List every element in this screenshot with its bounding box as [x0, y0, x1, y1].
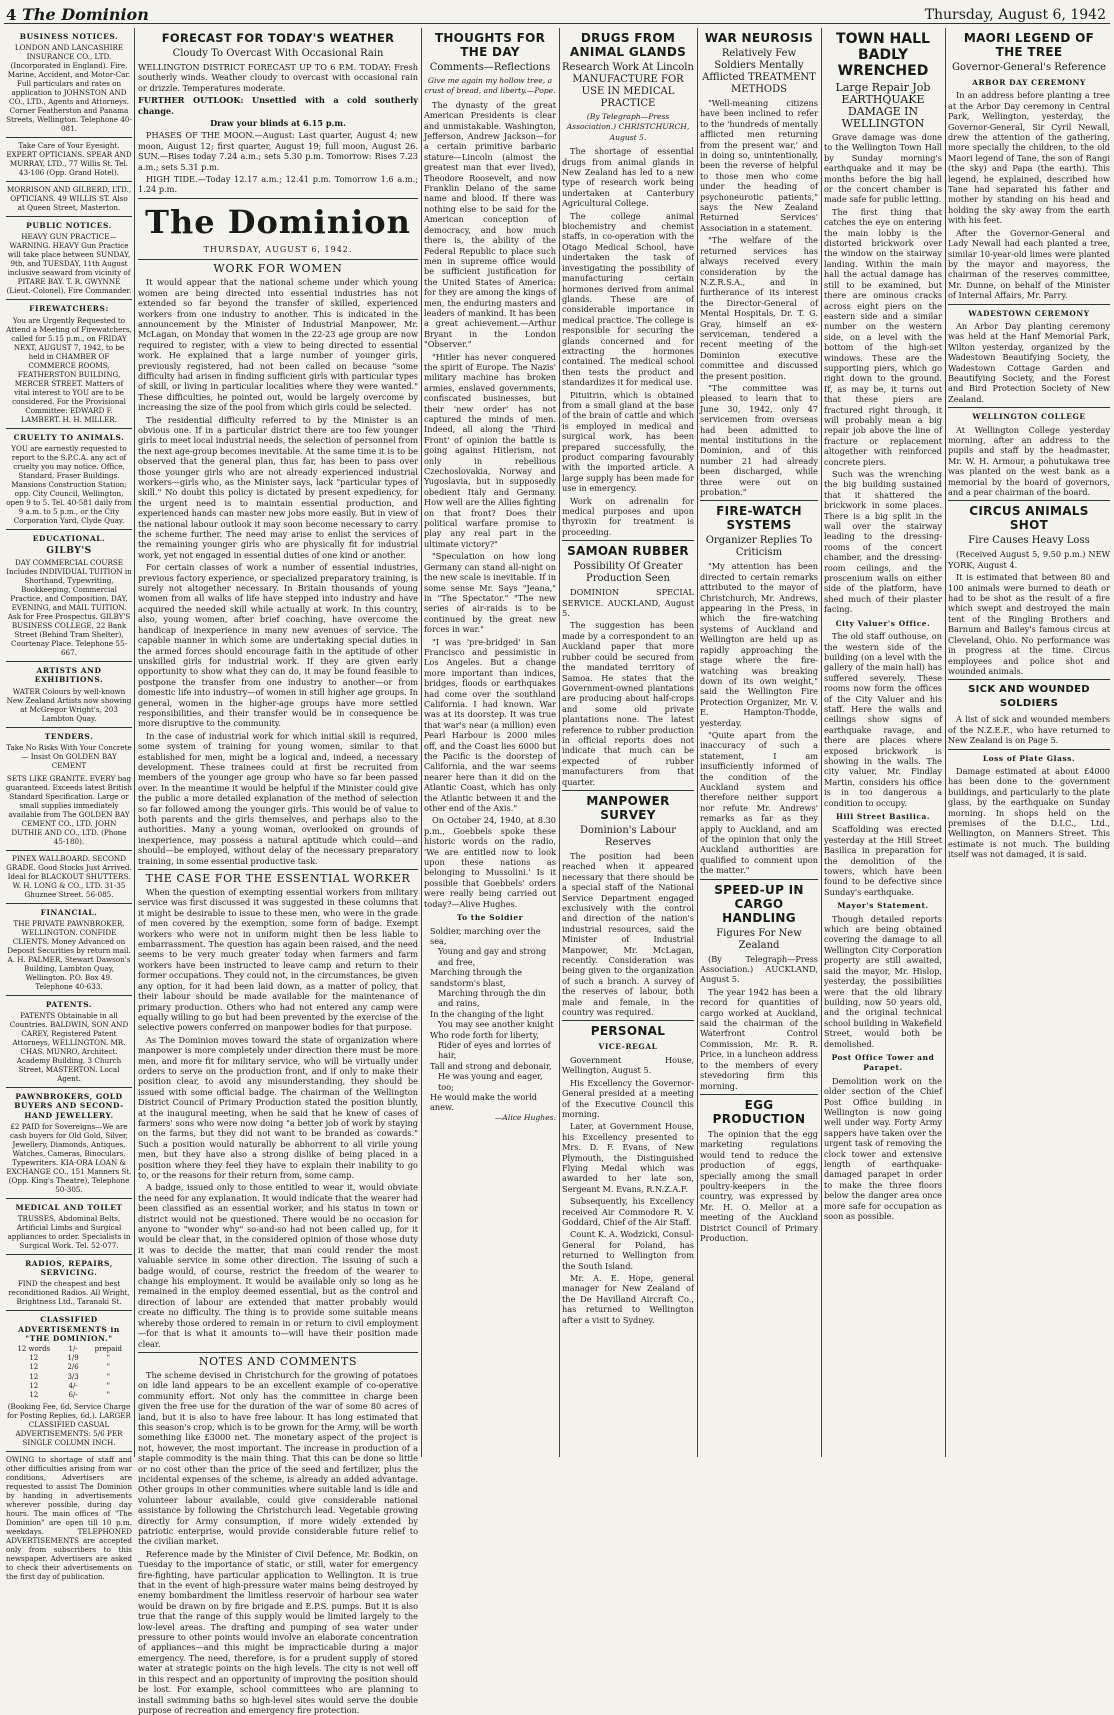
- article-subhead: Fire Causes Heavy Loss: [968, 535, 1090, 547]
- article-headline: TOWN HALL BADLY WRENCHED: [836, 31, 930, 79]
- article-subhead: Research Work At Lincoln MANUFACTURE FOR USE IN MEDICAL PRACTICE: [562, 62, 694, 109]
- ad-insurance: LONDON AND LANCASHIRE INSURANCE CO., LTD. (Incorporated in England). Fire, Marine, Accident, and Motor-Car. Full particulars and rates on application to JOHNSTON AND CO., LTD., Agents and Attorneys. Corner Featherston and Panama Streets, Wellington. Telephone 40-081.: [6, 43, 132, 134]
- paragraph: "Quite apart from the inaccuracy of such a statement, I am insufficiently informed of the condition of the Auckland system and therefore neither support nor refute Mr. Andrews' remarks as far as they apply to Auckland, and am of the opinion that only the Auckland authorities are qualified to comment upon the matter.": [700, 729, 818, 876]
- ad-medical: TRUSSES, Abdominal Belts, Artificial Limbs and Surgical appliances to order. Specialists in Surgical Work. Tel. 52-077.: [7, 1214, 131, 1251]
- masthead: [4, 6, 1110, 24]
- poem-line: Young and gay and strong and free,: [438, 946, 547, 967]
- article-subhead: Organizer Replies To Criticism: [705, 535, 813, 559]
- article-headline: PERSONAL: [590, 1024, 666, 1039]
- table-cell: ": [106, 1354, 110, 1363]
- paragraph: Grave damage was done to the Wellington Town Hall by Sunday morning's earthquake and it may be months before the big hall or the concert chamber is made safe for public letting.: [824, 132, 942, 205]
- article-body: [700, 561, 818, 875]
- paragraph: "Well-meaning citizens have been inclined to refer to the 'hundreds of mentally afflicted men returning from the present war,' and in doing so, unintentionally, been the reverse of helpful to those men who come under the heading of psychoneurotic patients," says the New Zealand Returned Services' Association in a statement.: [700, 98, 818, 233]
- paragraph: The year 1942 has been a record for quantities of cargo worked at Auckland, said the chairman of the Waterfront Control Commission, Mr. R. R. Price, in a luncheon address to the members of every stevedoring firm this morning.: [700, 986, 818, 1091]
- column-rule: [945, 28, 946, 1457]
- paragraph: Mr. A. E. Hope, general manager for New Zealand of the De Havilland Aircraft Co., has returned to Wellington after a visit to Sydney.: [562, 1273, 694, 1325]
- editorial-body: [138, 887, 418, 1349]
- paragraph: (Received August 5, 9.50 p.m.) NEW YORK, August 4.: [948, 549, 1110, 570]
- paragraph: The shortage of essential drugs from animal glands in New Zealand has led to a new type of research work being undertaken at Canterbury Agricultural College.: [562, 146, 694, 209]
- table-cell: 12: [29, 1391, 39, 1400]
- article-headline: MANPOWER SURVEY: [586, 793, 670, 822]
- table-cell: 12: [29, 1363, 39, 1372]
- paragraph: When the question of exempting essential workers from military service was first discussed it was suggested in these columns that it might be desirable to issue to these men, who were in the grade of men covered by the exemption, some form of badge. Exempt workers who were not in uniform might then be less liable to embarrassment. The question has again been raised, and the need seems to be very much greater today when farmers and farm workers have been instructed to leave camp and return to their former occupations. They could not, in the circumstances, be given any option, for it had been laid down, as a matter of policy, that their labour should be made available for the maintenance of primary production. Others who had not entered any camp were equally willing to go but had been prevented by the exercise of the selective powers conferred on manpower bodies for that purpose.: [138, 887, 418, 1033]
- paragraph: On October 24, 1940, at 8.30 p.m., Goebbels spoke these historic words on the radio, 'We are entitled now to look upon these nations as belonging to Mussolini.' Is it possible that Goebbels' orders were really being carried out today?—Alive Hughes.: [424, 815, 556, 909]
- section-subhead: ARBOR DAY CEREMONY: [972, 78, 1086, 87]
- table-cell: 1/9: [67, 1354, 79, 1363]
- paragraph: DOMINION SPECIAL SERVICE. AUCKLAND, August 5.: [562, 587, 694, 619]
- poem-line: Tall and strong and debonair,: [430, 1060, 552, 1071]
- paragraph: "Hitler has never conquered the spirit of Europe. The Nazis' military machine has broken armies, enslaved governments, confiscated businesses, but their 'new order' has not captured the minds of men. Indeed, all along the 'Third Front' of opinion the battle is going against Hitlerism, not only in rebellious Czechoslovakia, Norway and Yugoslavia, but in supposedly obedient Italy and Germany. How well are the Allies fighting on that front? Does their political warfare promise to play any real part in the ultimate victory?": [424, 351, 556, 549]
- article-body: [562, 851, 694, 1018]
- section-heading: RADIOS, REPAIRS, SERVICING.: [25, 1259, 113, 1278]
- ad-watercolours: WATER Colours by well-known New Zealand Artists now showing at McGregor Wright's, 203 Lambton Quay.: [6, 686, 132, 723]
- table-cell: 12: [29, 1354, 39, 1363]
- section-subhead: WELLINGTON COLLEGE: [972, 412, 1086, 422]
- paragraph: Government House, Wellington, August 5.: [562, 1054, 694, 1076]
- article-body: [562, 146, 694, 537]
- paragraph: Subsequently, his Excellency received Air Commodore R. V. Goddard, Chief of the Air Staff.: [562, 1196, 694, 1227]
- weather-moon: PHASES OF THE MOON.—August: Last quarter, August 4; new moon, August 12; first quarter, August 19; full moon, August 26. SUN.—Rises today 7.24 a.m.; sets 5.30 p.m. Tomorrow: Rises 7.23 a.m.; sets 5.31 p.m.: [138, 130, 418, 172]
- paragraph: The college animal biochemistry and chemist staffs, in co-operation with the Otago Medical School, have undertaken the task of investigating the possibility of manufacturing certain hormones derived from animal glands. These are of considerable importance in medical practice. The college is responsible for securing the glands concerned and for extracting the hormones contained. The medical school then tests the product and standardizes it for medical use.: [562, 210, 694, 388]
- section-subhead: City Valuer's Office.: [835, 618, 931, 628]
- weather-outlook: FURTHER OUTLOOK: Unsettled with a cold southerly change.: [138, 95, 418, 116]
- article-body: [824, 132, 942, 615]
- edition-date: THURSDAY, AUGUST 6, 1942.: [203, 244, 353, 254]
- article-headline: WAR NEUROSIS: [704, 31, 814, 45]
- section-heading: MEDICAL AND TOILET: [15, 1202, 123, 1212]
- paper-name: The Dominion: [22, 5, 149, 24]
- paragraph: His Excellency the Governor-General presided at a meeting of the Executive Council this morning.: [562, 1077, 694, 1119]
- article-body: [700, 954, 818, 1091]
- ad-cement: Take No Risks With Your Concrete— Insist On GOLDEN BAY CEMENT: [6, 742, 132, 770]
- editorial-title: WORK FOR WOMEN: [213, 262, 343, 276]
- article-body: [562, 1055, 694, 1325]
- column-editorial: [138, 28, 418, 1715]
- notice-firewatchers: You are Urgently Requested to Attend a Meeting of Firewatchers, called for 5.15 p.m., on FRIDAY NEXT, AUGUST 7, 1942, to be held in CHAMBER OF COMMERCE ROOMS, FEATHERSTON BUILDING, MERCER STREET. Matters of vital interest to YOU are to be considered. For the Provisional Committee: EDWARD F. LAMBERT. H. H. MILLER.: [6, 315, 132, 424]
- section-heading: BUSINESS NOTICES.: [19, 32, 119, 41]
- section-heading: PAWNBROKERS, GOLD BUYERS AND SECOND-HAND JEWELLERY.: [14, 1092, 124, 1120]
- article-headline: MAORI LEGEND OF THE TREE: [963, 31, 1095, 59]
- paragraph: "I was 'pre-bridged' in San Francisco and pessimistic in Los Angeles. But a change more important than indices, bridges, floods or earthquakes had come over the southland California. I had known. War was at its doorstep. It was true that war's near (a million) even Pearl Harbour is 2000 miles off, and the Coast lies 6000 but the Pacific is the doorstep of California, and the war seems nearer here than it did on the Atlantic Coast, which has only the Atlantic between it and the other end of the Axis.": [424, 636, 556, 814]
- ad-title: GILBY'S: [46, 546, 92, 557]
- poem-line: Marching through the din and rains,: [438, 987, 546, 1009]
- paragraph: A list of sick and wounded members of the N.Z.E.F., who have returned to New Zealand is on Page 5.: [948, 714, 1110, 746]
- paragraph: "The welfare of the returned services has always received every consideration by the N.Z.R.S.A., and in furtherance of its interest the Director-General of Mental Hospitals, Dr. T. G. Gray, himself an ex-serviceman, tendered a recent meeting of the Dominion executive committee and discussed the present position.: [700, 235, 818, 381]
- article-headline: THOUGHTS FOR THE DAY: [434, 31, 546, 59]
- article-subhead: Dominion's Labour Reserves: [579, 824, 677, 848]
- notice-gun-practice: HEAVY GUN PRACTICE—WARNING. HEAVY Gun Practice will take place between SUNDAY, 9th, and TUESDAY, 11th August inclusive seaward from vicinity of PITARE BAY. T. R. GWYNNE (Lieut.-Colonel), Fire Commander.: [6, 232, 132, 296]
- table-cell: ": [106, 1372, 110, 1381]
- article-body: [424, 100, 556, 909]
- paragraph: In the case of industrial work for which initial skill is required, some system of training for young women, similar to that established for men, might be a logical and, indeed, a necessary development. These trainees could at first be recruited from members of the younger age group who have so far been passed over. In the meantime it would be helpful if the Minister could give the public a more detailed explanation of the method of selection so far followed among the younger girls. This would be of value to both parents and the girls themselves, and perhaps also to the authorities. Many a young woman, overlooked on grounds of inexperience, may possess a natural aptitude which could—and should—be employed, without delay of the necessary preparatory training, in some essential productive task.: [138, 730, 418, 866]
- paragraph: Reference made by the Minister of Civil Defence, Mr. Bodkin, on Tuesday to the importance of static, or still, water for emergency fire-fighting, have particular application to Wellington. It is true that in the event of high-pressure water mains being destroyed by enemy bombardment the limitless reservoir of harbour sea water would be drawn on by fire brigade and E.P.S. pumps. But it is also true that the range of this supply would be limited largely to the low-level areas. The drafting and pumping of sea water under pressure to other points would involve an elaborate concentration of appliances—and this might be impracticable during a major emergency. The need, therefore, is for a prudent supply of stored water at strategic points on the high levels. The city is not well off in this respect and an opportunity of improving the position should be lost. For example, school committees who are planning to install swimming baths so high-level sites would serve the double purpose of recreation and emergency fire protection.: [138, 1548, 418, 1715]
- weather-blinds: Draw your blinds at 6.15 p.m.: [210, 118, 346, 129]
- column-news-2: [700, 28, 818, 1457]
- paragraph: "My attention has been directed to certain remarks attributed to the mayor of Christchurch, Mr. Andrews, appearing in the Press, in which the fire-watching systems of Auckland and Wellington are held up as rapidly approaching the stage where the fire-watching was breaking down of its own weight," said the Wellington Fire Protection Organizer, Mr. V. E. Hampton-Thodde, yesterday.: [700, 561, 818, 728]
- table-cell: 12: [29, 1381, 39, 1390]
- paragraph: Count K. A. Wodzicki, Consul-General for Poland, has returned to Wellington from the South Island.: [562, 1229, 694, 1271]
- ad-gilby: DAY COMMERCIAL COURSE Includes INDIVIDUAL TUITION in Shorthand, Typewriting, Bookkeeping, Commercial Practice, and Composition. DAY, EVENING, and MAIL TUITION. Ask for Free Prospectus. GILBY'S BUSINESS COLLEGE, 22 Bank Street (Behind Tram Shelter), Courtenay Place. Telephone 55-667.: [6, 558, 132, 658]
- poem-line: Rider of eyes and lorries of hair,: [438, 1039, 551, 1061]
- paragraph: In an address before planting a tree at the Arbor Day ceremony in Central Park, Wellington, yesterday, the Governor-General, Sir Cyril Newall, drew the attention of the gathering, more specially the children, to the old Maori legend of Tane, the son of Rangi (the sky) and Papa (the earth). This legend, he explained, described how Tane had separated his father and mother by standing on his head and holding the sky away from the earth with his feet.: [948, 90, 1110, 226]
- ad-granite: SETS LIKE GRANITE. EVERY bag guaranteed. Exceeds latest British Standard Specification. Large or small supplies immediately available from The GOLDEN BAY CEMENT CO., LTD. JOHN DUTHIE AND CO., LTD. (Phone 45-180).: [6, 773, 132, 846]
- epigraph: Give me again my hollow tree, a crust of bread, and liberty.—Pope.: [424, 76, 556, 96]
- poem-title: To the Soldier: [456, 913, 524, 923]
- table-row: [6, 1373, 132, 1382]
- table-row: [6, 1382, 132, 1391]
- column-rule: [134, 28, 135, 1457]
- article-headline: FIRE-WATCH SYSTEMS: [716, 504, 802, 533]
- paragraph: A badge, issued only to those entitled to wear it, would obviate the need for any explanation. It would indicate that the wearer had been classified as an essential worker, and his status in town or district would not be questioned. There would be no occasion for anyone to "wonder why" so-and-so had not been called up, for it would be clear that, in the considered opinion of those whose duty it was to decide the matter, that man could render the most valuable service in some other direction. The issuing of such a badge would, of course, restrict the freedom of the wearer to change his employment. It would be available only so long as he remained in the employ deemed essential, but as the control and direction of labour are extended that matter probably would create no difficulty. The thing is to provide some suitable means whereby those ordered to remain in or return to civil employment—for that is what it amounts to—will have their position made clear.: [138, 1182, 418, 1349]
- section-subhead: Mayor's Statement.: [837, 901, 929, 911]
- table-cell: ": [106, 1363, 110, 1372]
- column-classifieds: [6, 28, 132, 1582]
- paragraph: Later, at Government House, his Excellency presented to Mrs. D. F. Evans, of New Plymouth, the Distinguished Flying Medal which was awarded to her late son, Sergeant M. Evans, R.N.Z.A.F.: [562, 1121, 694, 1194]
- notice-cruelty: YOU are earnestly requested to report to the S.P.C.A. any act of cruelty you may notice. Office, Standard, Fraser Buildings. Mansions Construction Station; opp. City Council, Wellington, open 9 to 5. Tel. 40-581 daily from 9 a.m. to 5 p.m., or the City Corporation Yard, Clyde Quay.: [6, 443, 132, 525]
- weather-forecast: WELLINGTON DISTRICT FORECAST UP TO 6 P.M. TODAY: Fresh southerly winds. Weather cloudy to overcast with occasional rain or drizzle. Temperatures moderate.: [138, 62, 418, 93]
- ad-pinex: PINEX WALLBOARD. SECOND GRADE. Good Stocks Just Arrived. Ideal for BLACKOUT SHUTTERS. W. H. LONG & CO., LTD. 31-35 Ghuznee Street. 56-085.: [6, 853, 132, 899]
- table-row: [6, 1354, 132, 1363]
- weather-subtitle: Cloudy To Overcast With Occasional Rain: [172, 48, 384, 59]
- article-subhead: Comments—Reflections: [429, 62, 551, 73]
- article-subhead: Possibility Of Greater Production Seen: [573, 561, 683, 585]
- classified-rates-table: [6, 1345, 132, 1400]
- article-body: [700, 1129, 818, 1243]
- table-cell: ": [106, 1381, 110, 1390]
- weather-tide: HIGH TIDE.—Today 12.17 a.m.; 12.41 p.m. Tomorrow 1.6 a.m.; 1.24 p.m.: [138, 174, 418, 195]
- section-heading: EDUCATIONAL.: [32, 533, 106, 543]
- issue-date: Thursday, August 6, 1942: [924, 7, 1106, 23]
- poem-signature: —Alice Hughes.: [494, 1112, 556, 1122]
- table-cell: 12: [29, 1372, 39, 1381]
- table-cell: 12 words: [17, 1345, 51, 1354]
- paragraph: The suggestion has been made by a correspondent to an Auckland paper that more rubber could be secured from the mandated territory of Samoa. He states that the Government-owned plantations are producing about half-crops and some old private plantations none. The latest reference to rubber production in official reports does not indicate that much can be expected of rubber manufacturers from that quarter.: [562, 620, 694, 787]
- article-subhead: Governor-General's Reference: [952, 62, 1106, 73]
- column-news-1: [562, 28, 694, 1457]
- editorial-title: NOTES AND COMMENTS: [198, 1354, 358, 1368]
- byline: (By Telegraph—Press Association.) CHRISTCHURCH, August 5.: [566, 112, 690, 142]
- article-headline: DRUGS FROM ANIMAL GLANDS: [569, 31, 687, 59]
- paper-logo: The Dominion: [145, 202, 411, 241]
- paragraph: The old staff outhouse, on the western side of the building (on a level with the gallery of the main hall) has suffered severely. These rooms now form the offices of the City Valuer and his staff. Here the walls and ceilings show signs of earthquake ravage, and there are places where exposed brickwork is showing in the walls. The city valuer, Mr. Findlay Martin, considers his office is in too dangerous a condition to occupy.: [824, 631, 942, 808]
- article-headline: SPEED-UP IN CARGO HANDLING: [714, 882, 804, 925]
- paragraph: As The Dominion moves toward the state of organization where manpower is more completely under direction there must be more men, and more fit for military service, who will be virtually under orders to serve on the production front, and if only to make their position clear, to avoid any misunderstanding, they should be issued with some official badge. The chairman of the Wellington District Council of Primary Production stated the position bluntly, at the inaugural meeting, when he said that he knew of cases of farmers' sons who were now doing "a better job of work by staying on the farms, but they did not want to be branded as cowards." Such a position would naturally be abhorrent to all virile young men, but they have also a strong dislike of being placed in a position where they feel they have to explain their inability to go to, or the reasons for their return from, some camp.: [138, 1034, 418, 1180]
- paragraph: Scaffolding was erected yesterday at the Hill Street Basilica in preparation for the demolition of the towers, which have been found to be defective since Sunday's earthquake.: [824, 824, 942, 897]
- section-heading: CLASSIFIED ADVERTISEMENTS in "THE DOMINION.": [18, 1315, 120, 1343]
- article-headline: SAMOAN RUBBER: [567, 544, 689, 559]
- poem-lines: [424, 926, 556, 1113]
- paragraph: "Speculation on how long Germany can stand all-night on the new scale is inevitable. If in some sense Mr. Says "Jeana," in "The Spectator." "The new series of air-raids is to be continued by the great new forces in war.": [424, 551, 556, 635]
- article-body: [948, 549, 1110, 676]
- weather-title: FORECAST FOR TODAY'S WEATHER: [161, 31, 395, 45]
- notice-title: CRUELTY TO ANIMALS.: [13, 432, 125, 442]
- article-body: [700, 98, 818, 497]
- column-rule: [697, 28, 698, 1457]
- paragraph: Work on adrenalin for medical purposes and upon thyroxin for treatment is proceeding.: [562, 495, 694, 537]
- page-number: 4: [6, 6, 17, 24]
- table-cell: 4/-: [68, 1381, 78, 1390]
- paragraph: The first thing that catches the eye on entering the main lobby is the distorted brickwork over the window on the stairway landing. Within the main hall the actual damage has still to be examined, but there are ominous cracks across eight piers on the eastern side and a similar number on the western side, on a level with the bottom of the high-set windows. These are the supporting piers, which go right down to the ground. If, as may be, it turns out that these piers are fractured right through, it will probably mean a big repair job above the line of fracture or replacement altogether with reinforced concrete piers.: [824, 206, 942, 467]
- table-cell: 6/-: [68, 1391, 78, 1400]
- poem-line: He was young and eager, too;: [438, 1071, 543, 1092]
- ad-patents: PATENTS Obtainable in all Countries. BALDWIN, SON AND CAREY, Registered Patent Attorneys, WELLINGTON. MR. CHAS. MUNRO, Architect. Academy Building, 3 Church Street, MASTERTON. Local Agent.: [9, 1011, 129, 1084]
- table-cell: prepaid: [94, 1345, 122, 1354]
- poem-line: He would make the world anew.: [430, 1092, 538, 1113]
- paragraph: At Wellington College yesterday morning, after an address to the pupils and staff by the headmaster, Mr. W. H. Armour, a pohutukawa tree was planted on the west bank as a memorial by the board of governors, and a pear chairman of the board.: [948, 424, 1110, 498]
- notice-title: FIREWATCHERS:: [29, 304, 109, 314]
- paragraph: Such was the wrenching the big building sustained that it shattered the brickwork in some places. There is a big split in the wall over the stairway leading to the dressing-rooms of the concert chamber, and the dressing-room ceilings, and the proscenium walls on either side of the platform, have shed much of their plaster facing.: [824, 469, 942, 615]
- ad-gold: £2 PAID for Sovereigns—We are cash buyers for Old Gold, Silver, Jewellery, Diamonds, Antiques, Watches, Cameras, Binoculars, Typewriters. KIA-ORA LOAN & EXCHANGE CO., 151 Manners St. (Opp. King's Theatre), Telephone 50-305.: [6, 1121, 132, 1194]
- paragraph: It is estimated that between 80 and 100 animals were burned to death or had to be shot as the result of a fire which swept and destroyed the main tent of the Ringling Brothers and Barnum and Bailey's famous circus at Cleveland, Ohio. No performance was in progress at the time. Circus employees and police shot and wounded animals.: [948, 572, 1110, 676]
- editorial-body: [138, 277, 418, 866]
- paragraph: An Arbor Day planting ceremony was held at the Hanf Memorial Park, Wilton yesterday, organized by the Wadestown Beautifying Society, the Wadestown Cottage Garden and Beautifying Society, and the Forest and Bird Protection Society of New Zealand.: [948, 320, 1110, 404]
- paragraph: Damage estimated at about £4000 has been done to the government buildings, and particularly to the plate glass, by the earthquake on Sunday morning. In shops held on the premises of the D.I.C., Ltd., Wellington, on Manners Street. This estimate is not much. The building itself was not damaged, it is said.: [948, 765, 1110, 860]
- poem-line: Who rode forth for liberty,: [430, 1029, 539, 1040]
- column-thoughts: [424, 28, 556, 1457]
- article-headline: CIRCUS ANIMALS SHOT: [969, 504, 1089, 533]
- section-subhead: Loss of Plate Glass.: [982, 753, 1076, 763]
- table-row: [6, 1363, 132, 1372]
- paragraph: The residential difficulty referred to by the Minister is an obvious one. If in a particular district there are too few younger girls to meet local industrial needs, the selection of personnel from the next age-group becomes inevitable. At the same time it is to be observed that the general plan, thus far, has been to pass over those younger girls who are not already experienced industrial workers—girls who, as the Minister says, lack "particular types of skill." No doubt this policy is dictated by present expediency, for the urgent need is to maintain essential production, and experienced hands can master new jobs more easily. But in view of the national labour outlook it may soon become necessary to carry the scheme further. The need may arise to enlist the services of the remaining younger girls who are physically fit for industrial work, yet not engaged in essential duties of one kind or another.: [138, 414, 418, 560]
- article-headline: SICK AND WOUNDED SOLDIERS: [968, 684, 1090, 710]
- paragraph: The opinion that the egg marketing regulations would tend to reduce the production of eggs, specially among the small poultry-keepers in the country, was expressed by Mr. H. O. Mellor at a meeting of the Auckland District Council of Primary Production.: [700, 1128, 818, 1243]
- poem-line: Marching through the sandstorm's blast,: [430, 967, 522, 988]
- paragraph: The scheme devised in Christchurch for the growing of potatoes on idle land appears to be an excellent example of co-operative community effort. Not only has the committee in charge been given the free use for the duration of the war of some 80 acres of land, but it is also to have free labour. It has long estimated that this season's crop, which is to be grown for the Army, will be worth something like £3000 net. The monetary aspect of the project is not, however, the most important. The increase in production of a staple commodity is the main thing. That this can be done so little or no cost other than the price of the seed and fertilizer, plus the incidental expenses of the scheme, is already an added advantage. Other groups in other communities where suitable land is idle and volunteer labour available, could give considerable national assistance by following the Christchurch lead. Vegetable growing directly for Army consumption, if more widely extended by patriotic enterprise, would provide considerable future relief to the civilian market.: [138, 1369, 418, 1547]
- paragraph: The dynasty of the great American Presidents is clear and unmistakable. Washington, Jefferson, Andrew Jackson—for a certain primitive barbaric stature—Lincoln (almost the greatest man that ever lived), Theodore Roosevelt, and now Franklin Delano of the same name and blood. If there was nothing else to be said for the American conception of democracy, and how much there is, the ability of the Federal Republic to place such men in supreme office would be sufficient justification for the United States of America: for they are among the kings of men, the enduring masters and leaders of mankind. It has been a great achievement.—Arthur Bryant in the London "Observer.": [424, 99, 556, 350]
- ad-opticians: Take Care of Your Eyesight. EXPERT OPTICIANS. SPEAR AND MURRAY, LTD., 77 Willis St. Tel. 43-106 (Opp. Grand Hotel).: [6, 141, 132, 178]
- paragraph: (By Telegraph—Press Association.) AUCKLAND, August 5.: [700, 953, 818, 985]
- column-news-4: [948, 28, 1110, 1457]
- section-subhead: WADESTOWN CEREMONY: [968, 308, 1090, 318]
- column-rule: [559, 28, 560, 1457]
- paragraph: "The committee was pleased to learn that to June 30, 1942, only 47 servicemen from overseas had been admitted to mental institutions in the Dominion, and of this number 21 had already been discharged, while three were out on probation.": [700, 382, 818, 498]
- article-headline: EGG PRODUCTION: [712, 1097, 806, 1126]
- article-subhead: VICE-REGAL: [598, 1042, 658, 1052]
- table-cell: 2/6: [67, 1363, 79, 1372]
- classified-note: (Booking Fee, 6d, Service Charge for Posting Replies, 6d.). LARGER CLASSIFIED CASUAL ADVERTISEMENTS: 5/6 PER SINGLE COLUMN INCH.: [7, 1402, 131, 1448]
- article-subhead: Figures For New Zealand: [716, 927, 802, 951]
- paragraph: Demolition work on the older section of the Chief Post Office building in Wellington is now going well under way. Forty Army sappers have taken over the urgent task of removing the clock tower and extensive length of earthquake-damaged parapet in order to make the three floors below the danger area once more safe for occupation as soon as possible.: [824, 1075, 942, 1222]
- classified-small-print: OWING to shortage of staff and other difficulties arising from war conditions, Advertisers are requested to assist The Dominion by handing in advertisements wherever possible, during day hours. The main offices of "The Dominion" are open till 10 p.m. weekdays. TELEPHONED ADVERTISEMENTS are accepted only from subscribers to this newspaper. Advertisers are asked to check their advertisements on the first day of publication.: [6, 1455, 132, 1582]
- section-subhead: Hill Street Basilica.: [835, 812, 931, 821]
- section-heading: PUBLIC NOTICES.: [26, 221, 112, 231]
- table-row: [6, 1345, 132, 1354]
- paragraph: Though detailed reports which are being obtained covering the damage to all Wellington City Corporation property are still awaited, said the mayor, Mr. Hislop, yesterday, the possibilities were that the old library building, now 50 years old, and the original technical school building in Wakefield Street, would both be demolished.: [824, 913, 942, 1049]
- editorial-title: THE CASE FOR THE ESSENTIAL WORKER: [145, 872, 411, 886]
- ad-radio: FIND the cheapest and best reconditioned Radios. All Wright, Brightness Ltd., Taranaki St.: [8, 1279, 130, 1307]
- ad-financial: THE PRIVATE PAWNBROKER, WELLINGTON. CONFIDE CLIENTS. Money Advanced on Deposit Securities by return mail. A. H. PALMER, Stewart Dawson's Building, Lambton Quay, Wellington. P.O. Box 49. Telephone 40-633.: [7, 919, 131, 992]
- paragraph: After the Governor-General and Lady Newall had each planted a tree, similar 10-year-old limes were planted by the mayor and mayoress, the chairman of the reserves committee, Mr. Dunne, on behalf of the Minister of Internal Affairs, Mr. Parry.: [948, 227, 1110, 301]
- column-news-3: [824, 28, 942, 1457]
- editorial-body: [138, 1370, 418, 1715]
- paragraph: For certain classes of work a number of essential industries, previous factory experience, or specialized preparatory training, is surely not altogether necessary. In Britain thousands of young women from all walks of life have stepped into industry and have acquired the needed skill while actually at work. In this country, also, young women, after brief coaching, have overcome the handicap of inexperience in many new avenues of service. The capable manner in which some are undertaking special duties in the armed forces should encourage faith in the aptitude of other unskilled girls for industrial work. If they are given early opportunity to show what they can do, it may be found feasible to postpone the transfer from one industry to another—or from domestic life into industry—of women in still higher age groups. In general, women in the higher-age groups have more settled responsibilities, and their transfer would be in consequence be more disruptive to the community.: [138, 562, 418, 729]
- column-rule: [821, 28, 822, 1457]
- ad-opticians-2: MORRISON AND GILBERD, LTD., OPTICIANS. 49 WILLIS ST. Also at Queen Street, Masterton.: [6, 185, 132, 213]
- column-rule: [421, 28, 422, 1457]
- table-row: [6, 1391, 132, 1400]
- section-subhead: Post Office Tower and Parapet.: [831, 1052, 935, 1073]
- article-body: [948, 90, 1110, 300]
- table-cell: 3/3: [67, 1372, 79, 1381]
- section-heading: PATENTS.: [45, 1000, 93, 1010]
- paragraph: Pituitrin, which is obtained from a small gland at the base of the brain of cattle and which is employed in medical and surgical work, has been prepared successfully, the product comparing favourably with the imported article. A large supply has been made for use in emergency.: [562, 389, 694, 494]
- article-body: [562, 587, 694, 787]
- paragraph: It would appear that the national scheme under which young women are being directed into essential industries has not extended so far beyond the transfer of skilled, experienced workers from one industry to another. This is indicated in the announcement by the Minister of Industrial Manpower, Mr. McLagan, on Monday that women in the 22-23 age group are now required to register, with a view to being directed to essential work. He explained that a large number of younger girls, previously registered, had not been called on because "some difficulty had arisen in finding sufficient girls with particular types of skill, or living in particular localities where they were wanted." These difficulties, he pointed out, would be largely overcome by increasing the size of the pool from which girls could be selected.: [138, 277, 418, 413]
- section-heading: FINANCIAL.: [40, 907, 98, 917]
- poem-line: Soldier, marching over the sea,: [430, 925, 541, 946]
- poem-line: In the changing of the light: [430, 1008, 544, 1019]
- article-subhead: Relatively Few Soldiers Mentally Afflicted TREATMENT METHODS: [702, 48, 816, 95]
- paragraph: The position had been reached when it appeared necessary that there should be a special staff of the National Service Department engaged exclusively with the control and direction of the nation's industrial resources, said the Minister of Industrial Manpower, Mr. McLagan, recently. Consideration was being given to the organization of such a branch. A survey of the reserves of labour, both male and female, in the country was required.: [562, 850, 694, 1018]
- section-heading: ARTISTS AND EXHIBITIONS.: [34, 666, 104, 685]
- table-cell: 1/-: [68, 1345, 78, 1354]
- section-heading: TENDERS.: [44, 731, 94, 741]
- article-subhead: Large Repair Job EARTHQUAKE DAMAGE IN WELLINGTON: [835, 81, 931, 130]
- table-cell: ": [106, 1391, 110, 1400]
- poem-line: You may see another knight: [438, 1019, 554, 1030]
